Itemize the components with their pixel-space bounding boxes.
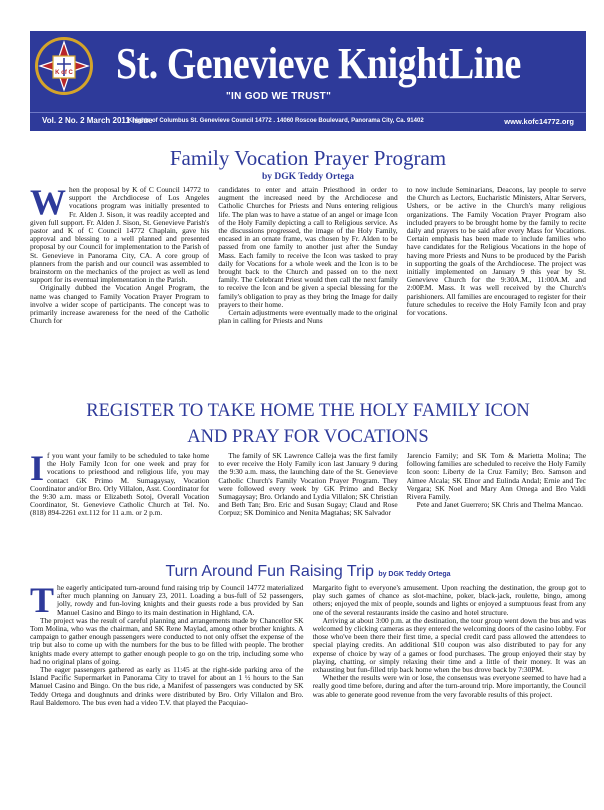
paragraph: f you want your family to be scheduled to take home the Holy Family Icon for one week and pray for vocations to priesthood and religious life, you may contact GK Primo M. Sumagaysay, Vocation Coordinator and/or Bro. Orly Villalon, Asst. Coordinator for the 9:30 a.m. mass or Elizabeth Sotoj, Overall Vocation Coordinator, St. Genevieve Catholic Church at Tel. No. (818) 894-2261 ext.112 for 11 a.m. or 2 p.m. xyxy=(30,452,210,518)
article1-body xyxy=(30,186,586,394)
article2-column-2 xyxy=(218,452,397,556)
paragraph: The project was the result of careful planning and arrangements made by Chancellor SK Tom Molina, who was the chairman, and SK Rene Maylad, among other brother knights. A campaign to gather enough passengers were conducted to not only offset the expense of the trip but also to come up with the numbers for the bus to be filled with people. The brother knights made every attempt to gather enough people to go on the trip, including some who had no original plans of going. xyxy=(30,615,304,666)
article1-byline: by DGK Teddy Ortega xyxy=(261,172,355,182)
paragraph: Pete and Janet Guerrero; SK Chris and Thelma Mancao. xyxy=(416,500,583,510)
paragraph: Margarito fight to everyone's amusement. Upon reaching the destination, the group got to play such games of chance as slot-machine, poker, black-jack, roulette, bingo, among others; enjoyed the mix of people, sounds and lights or enjoyed a sumptuous feast from any one of the several restaurants inside the casino and hotel structure. xyxy=(312,584,586,617)
newsletter-title: St. Genevieve KnightLine xyxy=(116,39,521,88)
paragraph: Originally dubbed the Vocation Angel Program, the name was changed to Family Vocation Prayer Program to involve a wider scope of participants. The concept was to primarily increase awareness for the need of the Catholic Church for xyxy=(30,283,210,326)
article3-byline: by DGK Teddy Ortega xyxy=(378,571,451,578)
article3-header xyxy=(30,562,586,585)
article3-column-1 xyxy=(30,584,304,788)
article3-title: Turn Around Fun Raising Trip xyxy=(165,563,374,580)
article3-body xyxy=(30,584,586,788)
article2-column-1 xyxy=(30,452,209,556)
info-bar xyxy=(30,112,586,131)
paragraph: The family of SK Lawrence Calleja was the first family to ever receive the Holy Family icon last January 9 during the 9:30 a.m. mass, the launching date of the St. Genevieve Catholic Church's Family Vocation Prayer Program. They were followed every week by GK Primo and Becky Sumagaysay; Bro. Orlando and Lydia Villalon; SK Christian and Beth Tan; Bro. Eric and Susan Sugay; Claud and Rose Corpuz; SK Dominico and Nenita Magtahas; SK Salvador xyxy=(218,452,398,518)
article2-body xyxy=(30,452,586,556)
article2-title-line1: REGISTER TO TAKE HOME THE HOLY FAMILY ICON xyxy=(86,401,530,421)
paragraph: Certain adjustments were eventually made to the original plan in calling for Priests and Nuns xyxy=(218,308,398,326)
paragraph: The eager passengers gathered as early as 11:45 at the right-side parking area of the Island Pacific Supermarket in Panorama City to travel for about an 1 ½ hours to the San Manuel Casino and Bingo. On the bus ride, a Manifest of passengers was conducted by SK Teddy Ortega and doughnuts and drinks were distributed by Bro. Orly Villalon and Bro. Raul Baldemoro. The bus even had a video T.V. that played the Pacquiao- xyxy=(30,665,304,707)
article1-dropcap: W xyxy=(30,186,66,222)
article1-title: Family Vocation Prayer Program xyxy=(169,146,447,170)
article2-title-line2: AND PRAY FOR VOCATIONS xyxy=(187,427,429,447)
kofc-emblem-icon xyxy=(34,36,94,96)
article3-dropcap: T xyxy=(30,584,55,620)
svg-text:K of C: K of C xyxy=(55,70,73,76)
article2-column-3 xyxy=(407,452,586,556)
paragraph: candidates to enter and attain Priesthood in order to augment the increased need by the Archdiocese and Catholic Churches for Priests and Nuns entering religious life. The plan was to have a statue of an angel or image Icon of the Holy Family depicting a call to Religious service. As the discussions progressed, the image of the Holy Family, encased in an ornate frame, was chosen by Fr. Alden to be passed from one family to another just after the Sunday Mass. Each family to receive the Icon was tasked to pray daily for Vocations for a whole week and the Icon is to be brought back to the Church and passed on to the next family. The Celebrant Priest would then call the next family to receive the Icon and be given a special blessing for the family's obligation to pray as they bring the Image for daily prayers to their home. xyxy=(218,186,398,309)
issue-volume: Vol. 2 No. 2 March 2011 Issue xyxy=(42,116,153,125)
paragraph: Whether the results were win or lose, the consensus was everyone seemed to have had a really good time before, during and after the turn-around trip. More importantly, the Council was able to generate good revenue from the very favorable results of this project. xyxy=(312,673,586,699)
paragraph: Arriving at about 3:00 p.m. at the destination, the tour group went down the bus and was welcomed by clicking cameras as they entered the welcoming doors of the casino lobby. For those who've been there their first time, a special credit card pass allowed the attendees to special playing credits. An additional $10 coupon was also distributed to pay for any expense of choice by way of a games or food purchases. The group enjoyed their stay by playing, chatting, or simply relaxing their time and a little of their money. It was an exhausting but fun-filled trip back home when the bus drove back by 7:30PM. xyxy=(312,615,586,675)
article1-column-1 xyxy=(30,186,209,394)
article3-column-2 xyxy=(313,584,587,788)
paragraph: he eagerly anticipated turn-around fund raising trip by Council 14772 materialized after much planning on January 23, 2011. Loading a bus-full of 52 passengers, jolly, rowdy and fun-loving knights and their guests rode a bus provided by San Manuel Casino and Bingo to its main destination in Highland, CA. xyxy=(57,584,304,617)
paragraph: Jarencio Family; and SK Tom & Marietta Molina; The following families are scheduled to receive the Holy Family Icon soon: Liberty de la Cruz Family; Bro. Samson and Aimee Alcala; SK Elnor and Eulinda Andal; Ernie and Tec Vergara; SK Noel and Mary Ann Omega and Bro Valdi Rivera Family. xyxy=(406,452,586,502)
website-link[interactable]: www.kofc14772.org xyxy=(504,117,574,126)
paragraph: hen the proposal by K of C Council 14772 to support the Archdiocese of Los Angeles vocations program was initially presented to Fr. Alden J. Sison, it was readily accepted and given full support. Fr. Alden J. Sison, St. Genevieve Parish's pastor and K of C Council 14772 Chaplain, gave his approval and blessing to a well planned and presented proposal by our Council for implementation to the Parish of St. Genevieve in Panorama City, CA. A core group of planners from the parish and our council was assembled to brainstorm on the mechanics of the project as well as lend support for its eventual implementation in the Parish. xyxy=(30,186,210,285)
article1-column-2 xyxy=(218,186,397,394)
motto: "IN GOD WE TRUST" xyxy=(226,91,332,102)
article1-column-3 xyxy=(407,186,586,394)
council-address: Knights of Columbus St. Genevieve Council 14772 . 14060 Roscoe Boulevard, Panorama City, Ca. 91402 xyxy=(128,118,424,124)
paragraph: to now include Seminarians, Deacons, lay people to serve the Church as Lectors, Eucharistic Ministers, Altar Servers, Ushers, or be active in the Church's many religious organizations. The Family Vocation Prayer Program also included prayers to be brought home by the family to recite daily and prayers to be said after every Mass for Vocations. Certain emphasis has been made to include families who have candidates for the Religious Vocations in the hope of having more Priests and Nuns to be produced by the Parish in supporting the goals of the Archdiocese. The project was initially implemented on January 9 this year by St. Genevieve Church for the 9:30A.M., 11:00A.M. and 2:00P.M. Mass. It was well received by the Church's parishioners. All families are encouraged to register for their future schedules to receive the Holy Family Icon and pray for vocations. xyxy=(406,186,586,318)
article2-dropcap: I xyxy=(30,452,45,488)
